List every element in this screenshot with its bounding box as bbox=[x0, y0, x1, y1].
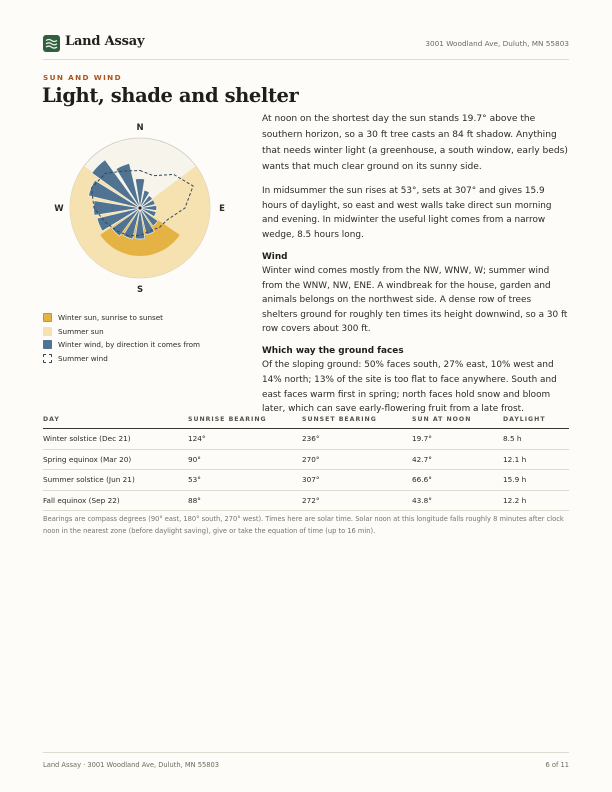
winter-sun-swatch bbox=[43, 313, 52, 322]
cell-daylight: 15.9 h bbox=[503, 475, 527, 485]
intro-paragraph: At noon on the shortest day the sun stands 19.7° above the southern horizon, so a 30 ft tree casts an 84 ft shadow. Anything that needs winter light (a greenhouse, a south window, early beds) wants that much clear ground on its sunny side. bbox=[262, 114, 568, 172]
col-sunrise: SUNRISE BEARING bbox=[188, 415, 267, 423]
legend-summer-sun bbox=[43, 325, 200, 339]
legend-summer-wind bbox=[43, 352, 200, 366]
cell-sunset: 272° bbox=[302, 495, 320, 505]
page-header bbox=[43, 33, 569, 60]
cell-day: Summer solstice (Jun 21) bbox=[43, 475, 135, 485]
winter-wind-swatch bbox=[43, 340, 52, 349]
cell-sunset: 307° bbox=[302, 475, 320, 485]
cell-daylight: 12.1 h bbox=[503, 454, 527, 464]
brand-name: Land Assay bbox=[65, 34, 145, 49]
cell-daylight: 8.5 h bbox=[503, 434, 522, 444]
cell-noon: 19.7° bbox=[412, 434, 432, 444]
summer-sun-swatch bbox=[43, 327, 52, 336]
cell-sunrise: 88° bbox=[188, 495, 201, 505]
section-kicker: SUN AND WIND bbox=[43, 73, 122, 82]
cell-noon: 42.7° bbox=[412, 454, 432, 464]
table-note: Bearings are compass degrees (90° east, 180° south, 270° west). Times here are solar time. Solar noon at this longitude falls roughly 8 minutes after clock noon in the nearest zone (before daylight saving), give or take the equation of time (up to 16 min). bbox=[43, 515, 564, 535]
compass-legend bbox=[43, 311, 200, 365]
sun-wind-compass bbox=[40, 115, 240, 300]
table-header bbox=[43, 410, 569, 429]
cell-sunrise: 90° bbox=[188, 454, 201, 464]
legend-winter-sun-label: Winter sun, sunrise to sunset bbox=[58, 313, 164, 323]
wind-paragraph: Winter wind comes mostly from the NW, WNW, W; summer wind from the WNW, NW, ENE. A windbreak for the house, garden and animals belongs on the northwest side. A dense row of trees shelters ground for roughly ten times its height downwind, so a 30 ft row covers about 300 ft. bbox=[262, 266, 568, 335]
legend-winter-sun bbox=[43, 311, 200, 325]
summer-wind-swatch bbox=[43, 354, 52, 363]
cell-daylight: 12.2 h bbox=[503, 495, 527, 505]
page-title: Light, shade and shelter bbox=[42, 84, 299, 107]
header-address: 3001 Woodland Ave, Duluth, MN 55803 bbox=[425, 39, 569, 48]
col-day: DAY bbox=[43, 415, 60, 423]
cell-noon: 66.6° bbox=[412, 475, 432, 485]
compass-north-label: N bbox=[136, 123, 144, 133]
wind-heading: Wind bbox=[262, 252, 288, 262]
table-row bbox=[43, 491, 569, 512]
cell-noon: 43.8° bbox=[412, 495, 432, 505]
col-sunset: SUNSET BEARING bbox=[302, 415, 377, 423]
page-footer bbox=[43, 752, 569, 772]
page-number: 6 of 11 bbox=[545, 761, 569, 769]
legend-summer-sun-label: Summer sun bbox=[58, 326, 104, 336]
wave-lines-icon bbox=[43, 35, 60, 52]
col-noon: SUN AT NOON bbox=[412, 415, 472, 423]
midsummer-paragraph: In midsummer the sun rises at 53°, sets at 307° and gives 15.9 hours of daylight, so east and west walls take direct sun morning and evening. In midwinter the useful light comes from a narrow wedge, 8.5 hours long. bbox=[262, 186, 552, 240]
cell-day: Spring equinox (Mar 20) bbox=[43, 454, 132, 464]
cell-sunset: 236° bbox=[302, 434, 320, 444]
compass-west-label: W bbox=[54, 204, 64, 214]
sun-table bbox=[43, 410, 569, 511]
cell-day: Fall equinox (Sep 22) bbox=[43, 495, 120, 505]
table-row bbox=[43, 429, 569, 450]
cell-day: Winter solstice (Dec 21) bbox=[43, 434, 131, 444]
legend-summer-wind-label: Summer wind bbox=[58, 353, 108, 363]
cell-sunset: 270° bbox=[302, 454, 320, 464]
legend-winter-wind-label: Winter wind, by direction it comes from bbox=[58, 340, 201, 350]
compass-east-label: E bbox=[219, 204, 225, 214]
compass-south-label: S bbox=[136, 285, 144, 295]
table-row bbox=[43, 470, 569, 491]
cell-sunrise: 124° bbox=[188, 434, 206, 444]
ground-heading: Which way the ground faces bbox=[262, 346, 404, 357]
footer-address: Land Assay · 3001 Woodland Ave, Duluth, MN 55803 bbox=[43, 761, 220, 769]
ground-paragraph: Of the sloping ground: 50% faces south, 27% east, 10% west and 14% north; 13% of the site is too flat to face anywhere. South and east faces warm first in spring; north faces hold snow and bloom later, which can save early-flowering fruit from a late frost. bbox=[262, 360, 557, 415]
table-row bbox=[43, 450, 569, 471]
col-daylight: DAYLIGHT bbox=[503, 415, 546, 423]
cell-sunrise: 53° bbox=[188, 475, 201, 485]
body-text bbox=[262, 112, 569, 425]
compass-center bbox=[138, 206, 141, 209]
legend-winter-wind bbox=[43, 338, 200, 352]
